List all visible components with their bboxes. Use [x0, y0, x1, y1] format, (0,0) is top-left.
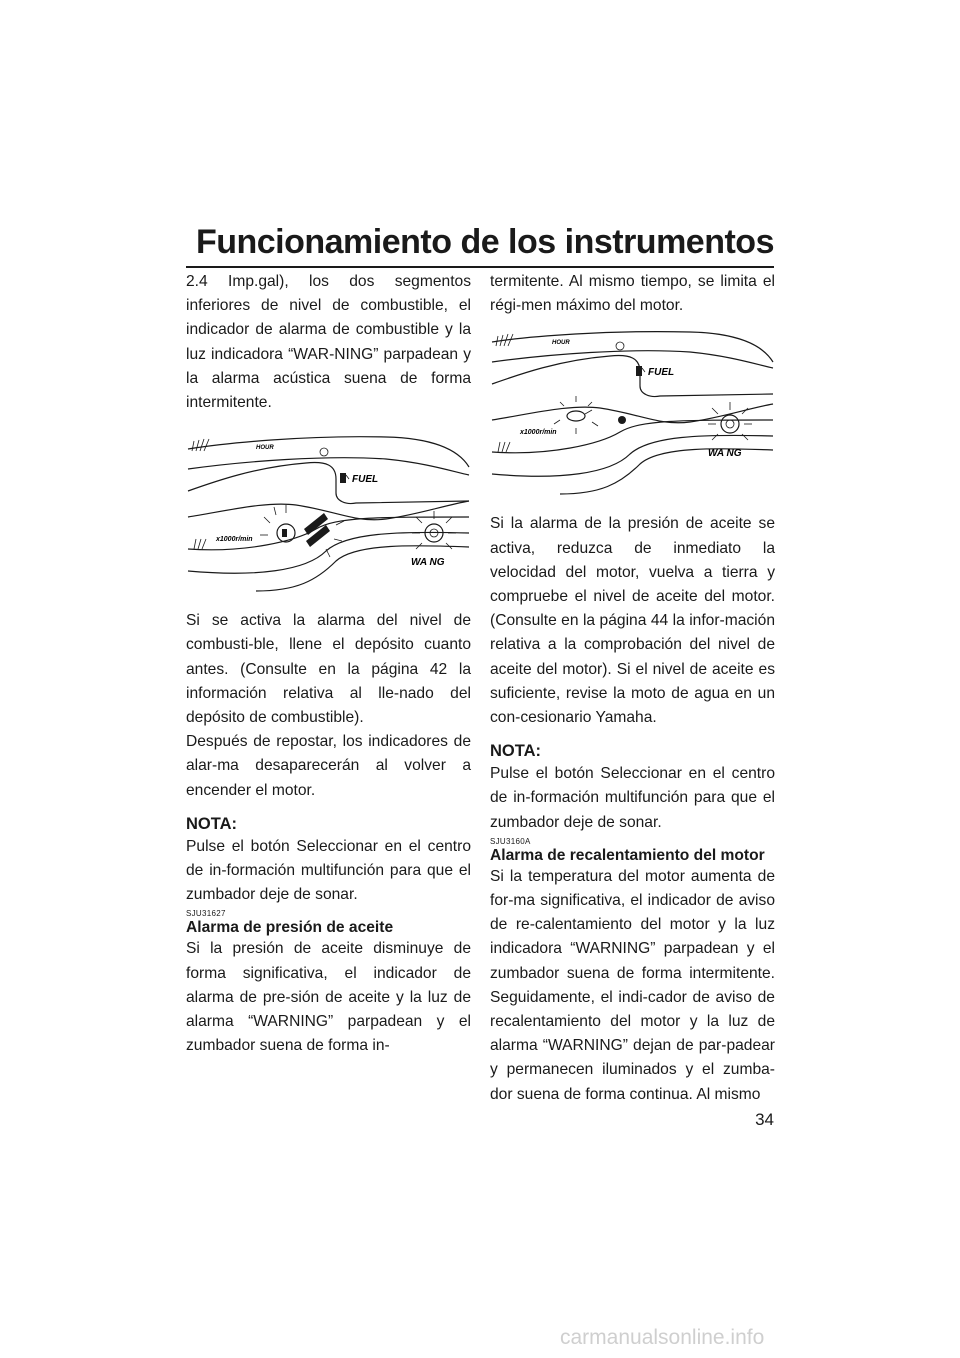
fuel-label: FUEL [352, 474, 379, 486]
hour-label: HOUR [552, 340, 570, 347]
warning-light-icon [708, 402, 752, 440]
rpm-label: x1000r/min [216, 536, 253, 544]
oil-lamp-dot [618, 416, 626, 424]
fuel-label: FUEL [648, 367, 675, 379]
note-label: NOTA: [186, 814, 238, 833]
section-code: SJU31627 [186, 909, 226, 919]
section-code: SJU3160A [490, 836, 531, 846]
note-label: NOTA: [490, 742, 542, 761]
header-rule [186, 266, 774, 268]
section-heading: Alarma de recalentamiento del motor [490, 846, 765, 864]
fuel-icon [636, 366, 645, 376]
fuel-icon [340, 473, 349, 483]
left-column [186, 270, 471, 1058]
indicator-lamp [616, 342, 624, 350]
gauge-tick-marks [496, 334, 513, 452]
note-text: Pulse el botón Seleccionar en el centro de in-formación multifunción para que el zumbador deje de sonar. [186, 837, 471, 904]
right-paragraph-3: Si la temperatura del motor aumenta de for-ma significativa, el indicador de aviso de re-calentamiento del motor y la luz indicadora “WARNING” parpadean y el zumbador suena de forma intermitente. Seguidamente, el indi-cador de aviso de recalentamiento del motor y la luz de alarma “WARNING” dejan de par-padear y permanecen iluminados y el zumba-dor suena de forma continua. Al mismo [490, 867, 775, 1103]
note-text: Pulse el botón Seleccionar en el centro de in-formación multifunción para que el zumbador deje de sonar. [490, 765, 775, 831]
page-header [186, 222, 774, 268]
warning-label: WA NG [411, 557, 445, 569]
page-number: 34 [755, 1110, 774, 1129]
watermark: carmanualsonline.info [560, 1326, 765, 1349]
rpm-label: x1000r/min [520, 429, 557, 437]
oil-pressure-icon [554, 396, 598, 434]
section-heading: Alarma de presión de aceite [186, 919, 394, 937]
left-paragraph-3: Después de repostar, los indicadores de alar-ma desaparecerán al volver a encender el motor. [186, 733, 471, 799]
warning-label: WA NG [708, 448, 742, 460]
left-paragraph-1: 2.4 Imp.gal), los dos segmentos inferiores de nivel de combustible, el indicador de alarma de combustible y la luz indicadora “WAR-NING” parpadean y la alarma acústica suena de forma intermitente. [186, 273, 471, 412]
right-column [490, 270, 775, 1107]
gauge-tick-marks [192, 439, 209, 549]
hour-label: HOUR [256, 445, 274, 452]
right-paragraph-2: Si la alarma de la presión de aceite se activa, reduzca de inmediato la velocidad del motor, vuelva a tierra y compruebe el nivel de aceite del motor. (Consulte en la página 44 la infor-mación relativa a la comprobación del nivel de aceite del motor). Si el nivel de aceite es suficiente, revise la moto de agua en un con-cesionario Yamaha. [490, 515, 775, 727]
indicator-lamp [320, 448, 328, 456]
left-paragraph-2: Si se activa la alarma del nivel de combusti-ble, llene el depósito cuanto antes. (Consulte en la página 42 la información relativa al lle-nado del depósito de combustible). [186, 612, 471, 727]
page-title: Funcionamiento de los instrumentos [195, 223, 774, 261]
oil-pressure-warning-gauge-illustration [490, 324, 775, 504]
right-paragraph-1: termitente. Al mismo tiempo, se limita el régi-men máximo del motor. [490, 273, 775, 315]
fuel-warning-gauge-illustration [186, 421, 471, 601]
left-paragraph-4: Si la presión de aceite disminuye de forma significativa, el indicador de alarma de pre-sión de aceite y la luz de alarma “WARNING” parpadean y el zumbador suena de forma in- [186, 940, 471, 1055]
